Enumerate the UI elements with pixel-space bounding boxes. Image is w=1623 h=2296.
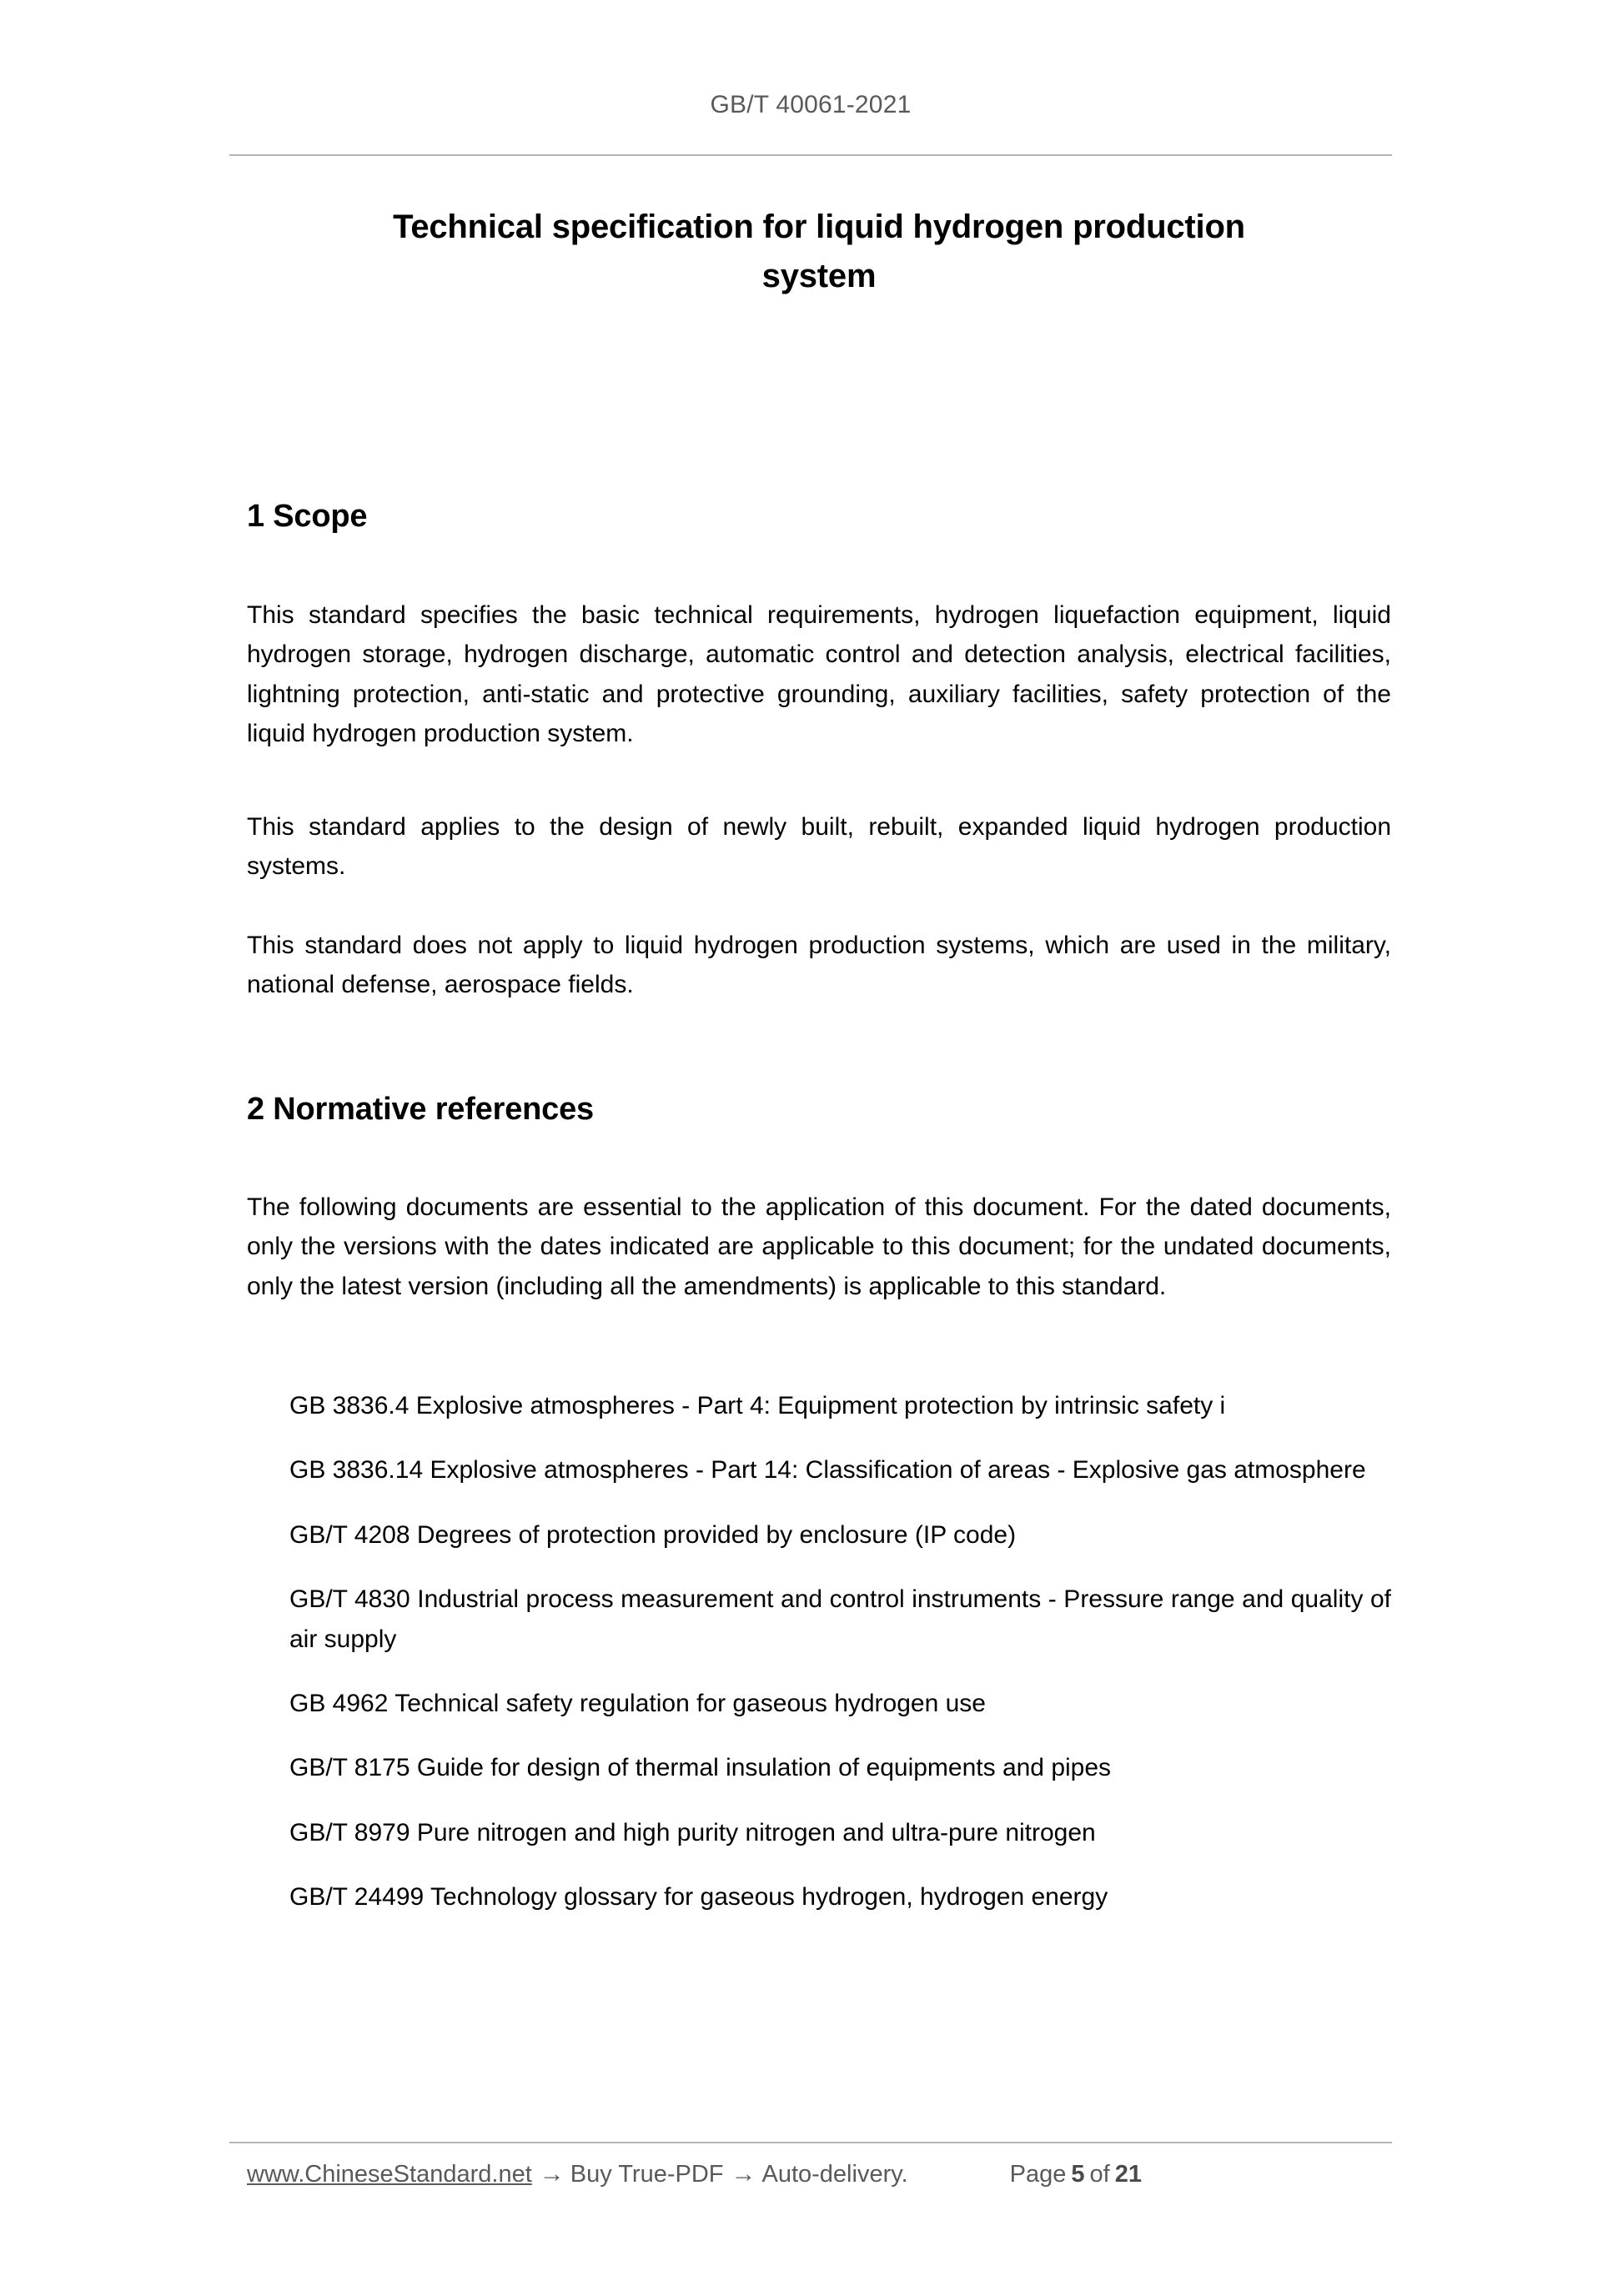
section-heading-normative-references: 2 Normative references	[247, 1092, 594, 1127]
document-header	[229, 90, 1392, 120]
list-item: GB 3836.14 Explosive atmospheres - Part 14: Classification of areas - Explosive gas atmosphere	[289, 1456, 1366, 1485]
list-item: GB/T 24499 Technology glossary for gaseous hydrogen, hydrogen energy	[289, 1883, 1108, 1912]
list-item: GB/T 4830 Industrial process measurement and control instruments - Pressure range and quality of air supply	[289, 1585, 1391, 1653]
list-item: GB/T 4208 Degrees of protection provided by enclosure (IP code)	[289, 1520, 1017, 1549]
document-title	[247, 203, 1391, 301]
document-footer	[247, 2158, 1391, 2190]
arrow-right-icon: →	[539, 2160, 565, 2188]
scope-paragraph-3: This standard does not apply to liquid hydrogen production systems, which are used in the military, national defense, aerospace fields.	[247, 932, 1391, 999]
list-item: GB 4962 Technical safety regulation for gaseous hydrogen use	[289, 1689, 986, 1717]
arrow-right-icon: →	[731, 2160, 756, 2188]
section-heading-scope: 1 Scope	[247, 499, 368, 534]
standard-code: GB/T 40061-2021	[710, 91, 912, 118]
page-indicator	[1005, 2159, 1142, 2189]
scope-paragraph-2: This standard applies to the design of newly built, rebuilt, expanded liquid hydrogen production systems.	[247, 813, 1391, 881]
scope-paragraph-1: This standard specifies the basic technical requirements, hydrogen liquefaction equipment, liquid hydrogen storage, hydrogen discharge, automatic control and detection analysis, electrical facilities, lightning protection, anti-static and protective grounding, auxiliary facilities, safety protection of the liquid hydrogen production system.	[247, 601, 1391, 748]
footer-promo-delivery: Auto-delivery.	[761, 2161, 908, 2188]
list-item: GB/T 8979 Pure nitrogen and high purity nitrogen and ultra-pure nitrogen	[289, 1818, 1096, 1846]
title-line-2: system	[761, 258, 877, 295]
list-item: GB 3836.4 Explosive atmospheres - Part 4: Equipment protection by intrinsic safety i	[289, 1392, 1226, 1419]
page-total: 21	[1114, 2161, 1142, 2188]
chinesestandard-link[interactable]: www.ChineseStandard.net	[247, 2161, 532, 2188]
normative-references-intro: The following documents are essential to the application of this document. For the dated documents, only the versions with the dates indicated are applicable to this document; for the undated documents, only the latest version (including all the amendments) is applicable to this standard.	[247, 1193, 1391, 1300]
normative-reference-list	[247, 1386, 1391, 1917]
page-number: 5	[1071, 2161, 1085, 2188]
header-divider	[229, 154, 1392, 156]
of-label: of	[1089, 2161, 1110, 2188]
footer-promo-buy: Buy True-PDF	[570, 2161, 724, 2188]
footer-divider	[229, 2142, 1392, 2143]
title-line-1: Technical specification for liquid hydrogen production	[393, 208, 1245, 245]
list-item: GB/T 8175 Guide for design of thermal insulation of equipments and pipes	[289, 1754, 1112, 1782]
footer-promo	[247, 2158, 908, 2190]
page-label: Page	[1009, 2161, 1067, 2188]
